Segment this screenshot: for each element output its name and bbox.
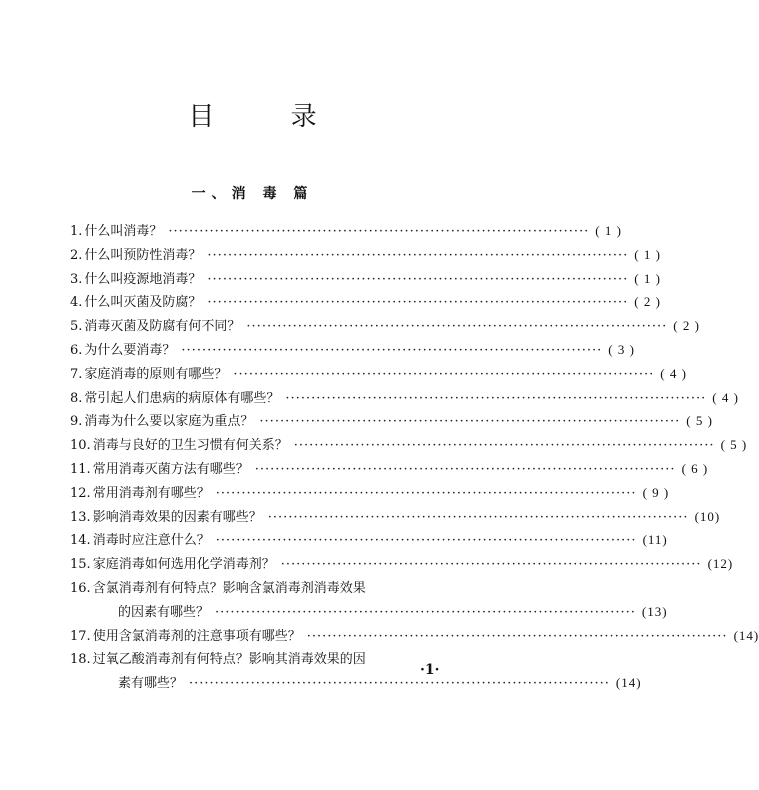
toc-entry-page: (14) [615,675,642,691]
toc-entry [70,268,661,292]
dot-leader: ·················································································· [189,676,610,692]
toc-entry-number: 15. [70,557,91,573]
toc-entry [70,458,709,482]
toc-entry-number: 12. [70,485,91,501]
section-heading: 一、消 毒 篇 [191,186,314,202]
toc-entry-title: 消毒与良好的卫生习惯有何关系？ [92,438,288,454]
toc-entry [70,553,734,577]
table-of-contents [70,220,759,696]
toc-entry-page: ( 1 ) [595,223,622,238]
toc-entry-title: 过氧乙酸消毒剂有何特点？影响其消毒效果的因 [92,652,366,668]
toc-entry [70,244,661,268]
dot-leader: ·················································································· [207,247,629,263]
dot-leader: ·················································································· [168,224,590,239]
toc-entry-page: ( 2 ) [673,318,700,334]
toc-entry [70,315,700,339]
dot-leader: ·················································································· [259,414,681,430]
toc-entry-number: 16. [70,580,91,596]
toc-entry-page: ( 3 ) [608,341,635,357]
toc-entry [70,339,635,363]
toc-entry-number: 9. [70,414,83,430]
toc-entry-page: (10) [694,508,721,524]
toc-entry-page: (11) [642,532,668,548]
toc-entry-title: 常用消毒灭菌方法有哪些？ [92,461,249,477]
page-title: 目 录 [188,102,351,132]
dot-leader: ·················································································· [233,366,655,382]
toc-entry-title: 的因素有哪些？ [118,604,210,620]
toc-entry-title: 影响消毒效果的因素有哪些？ [92,509,262,525]
toc-entry-title: 常用消毒剂有哪些？ [92,485,210,501]
toc-entry-title: 使用含氯消毒剂的注意事项有哪些？ [92,628,301,644]
dot-leader: ·················································································· [285,390,707,406]
toc-entry [70,363,687,387]
dot-leader: ·················································································· [306,628,728,644]
dot-leader: ·················································································· [215,604,636,620]
toc-entry-number: 10. [70,438,91,454]
toc-entry-title: 什么叫疫源地消毒？ [84,271,202,287]
toc-entry [70,410,713,434]
toc-entry [70,529,668,553]
toc-entry-number: 1. [70,224,83,239]
toc-entry-number: 17. [70,628,91,644]
toc-entry-title: 什么叫消毒？ [84,224,163,239]
toc-entry-page: ( 5 ) [686,413,713,429]
dot-leader: ·················································································· [254,461,676,477]
toc-entry-title: 消毒时应注意什么？ [92,533,210,549]
toc-entry-title: 消毒灭菌及防腐有何不同？ [84,319,241,335]
toc-entry-page: ( 4 ) [660,365,687,381]
toc-entry-title: 什么叫灭菌及防腐？ [84,295,202,311]
toc-entry [70,648,462,672]
toc-entry-title: 消毒为什么要以家庭为重点？ [84,414,254,430]
toc-entry-number: 7. [70,366,83,382]
toc-entry [70,220,622,244]
toc-entry [70,506,721,530]
toc-entry-title: 家庭消毒如何选用化学消毒剂？ [92,557,275,573]
page-number: ·1· [420,662,440,678]
toc-entry-page: ( 5 ) [720,437,748,453]
dot-leader: ·················································································· [207,271,629,287]
toc-entry-number: 8. [70,390,83,406]
toc-entry-title: 什么叫预防性消毒？ [84,247,202,263]
toc-entry-title: 素有哪些？ [118,676,184,692]
toc-entry [70,291,661,315]
toc-entry-page: (14) [733,627,759,643]
toc-entry-number: 14. [70,533,91,549]
toc-entry-title: 常引起人们患病的病原体有哪些？ [84,390,280,406]
toc-entry-page: ( 9 ) [642,484,670,500]
dot-leader: ·················································································· [215,485,637,501]
dot-leader: ·················································································· [246,319,668,335]
toc-entry [70,672,642,696]
dot-leader: ·················································································· [293,438,715,454]
toc-entry-page: ( 6 ) [681,460,709,476]
toc-entry-page: ( 1 ) [634,246,661,262]
toc-entry [70,577,462,601]
toc-entry-number: 5. [70,319,83,335]
toc-entry-title: 为什么要消毒？ [84,342,176,358]
toc-entry-page: ( 4 ) [712,389,739,405]
toc-entry [70,601,668,625]
dot-leader: ·················································································· [267,509,689,525]
toc-entry-title: 含氯消毒剂有何特点？影响含氯消毒剂消毒效果 [92,580,366,596]
toc-entry-page: (13) [641,603,668,619]
dot-leader: ·················································································· [215,533,637,549]
toc-entry [70,434,748,458]
toc-entry-page: ( 2 ) [634,294,661,310]
toc-entry [70,625,759,649]
toc-entry-title: 家庭消毒的原则有哪些？ [84,366,228,382]
dot-leader: ·················································································· [280,557,702,573]
toc-entry [70,482,670,506]
toc-entry-number: 11. [70,461,91,477]
toc-entry-page: (12) [707,556,734,572]
toc-entry-number: 13. [70,509,91,525]
toc-entry-page: ( 1 ) [634,270,661,286]
dot-leader: ·················································································· [207,295,629,311]
toc-entry-number: 18. [70,652,91,668]
toc-entry-number: 6. [70,342,83,358]
toc-entry-number: 3. [70,271,83,287]
toc-entry [70,387,739,411]
toc-entry-number: 2. [70,247,83,263]
dot-leader: ·················································································· [181,342,603,358]
toc-entry-number: 4. [70,295,83,311]
